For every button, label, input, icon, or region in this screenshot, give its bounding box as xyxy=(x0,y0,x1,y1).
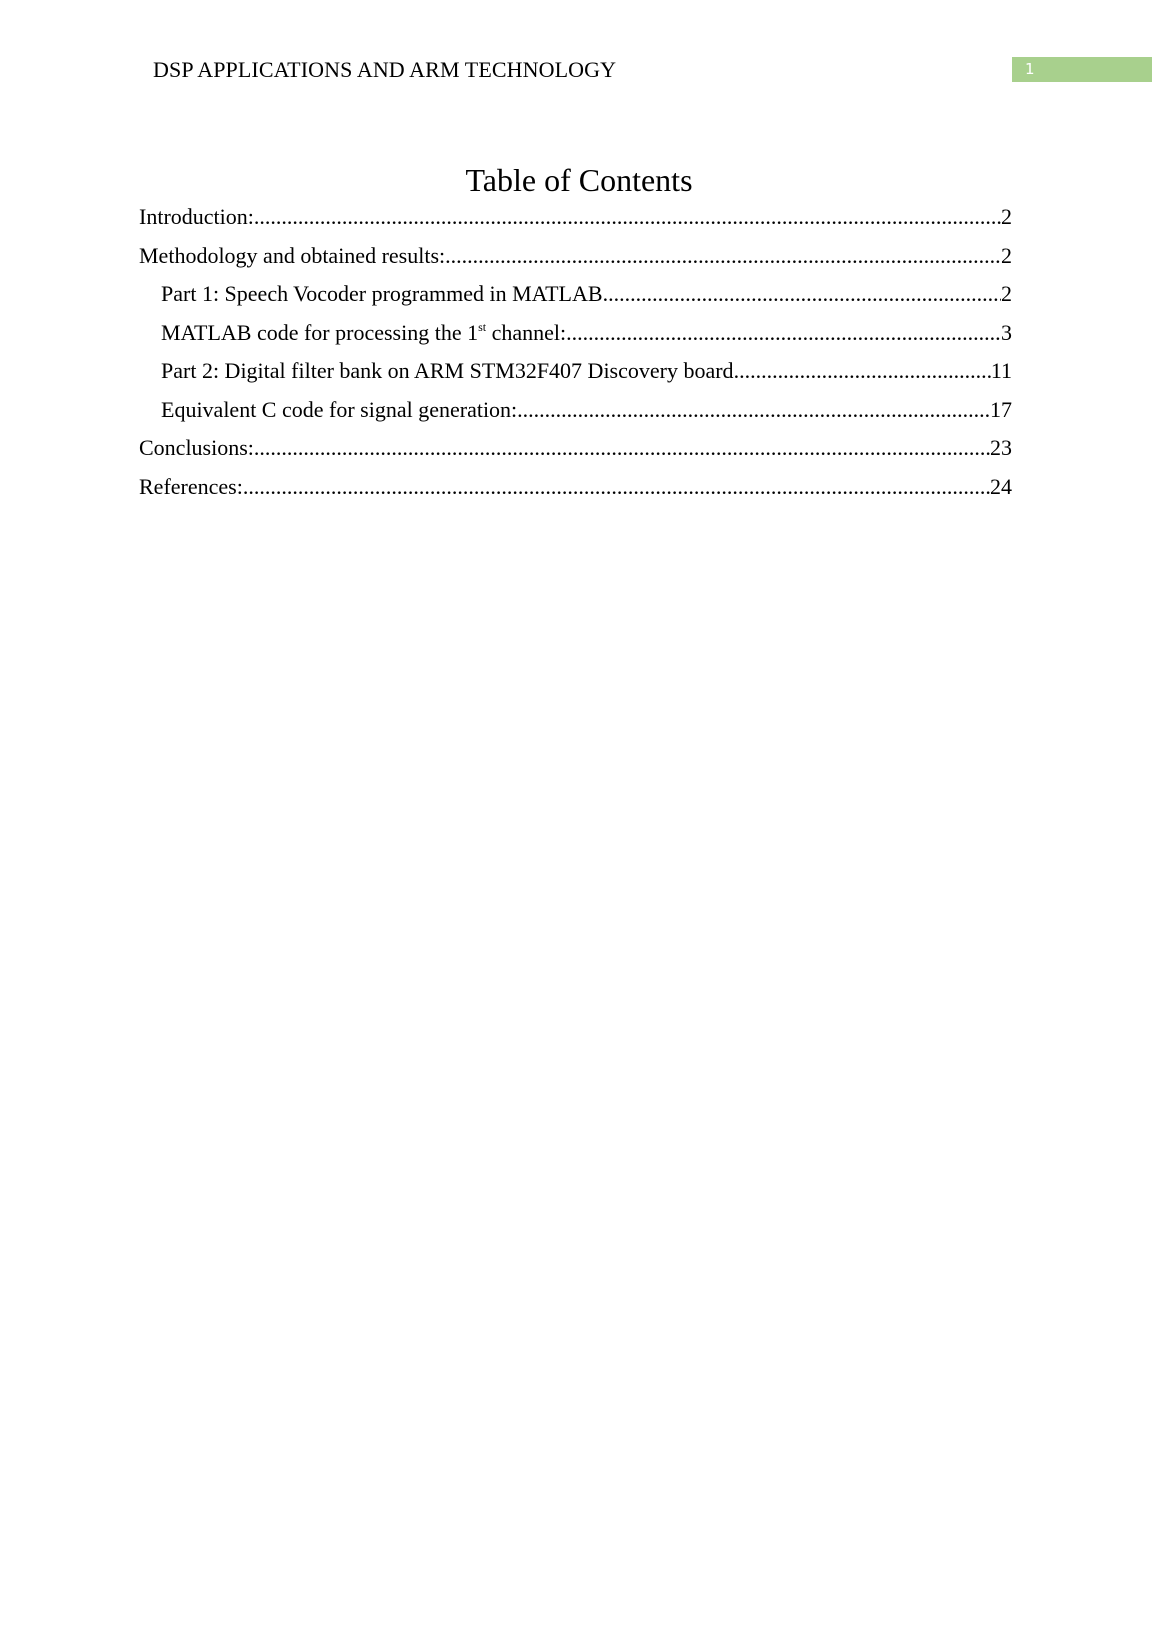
toc-entry-page: 3 xyxy=(1001,319,1012,345)
toc-entry-text xyxy=(161,314,566,353)
toc-dot-leader xyxy=(254,429,990,468)
table-of-contents xyxy=(139,198,1012,506)
toc-entry-text: Introduction: xyxy=(139,204,254,229)
toc-entry-text: Methodology and obtained results: xyxy=(139,242,446,268)
toc-entry-text: Conclusions: xyxy=(139,435,254,460)
toc-dot-leader xyxy=(254,198,1001,237)
toc-entry-text: Part 1: Speech Vocoder programmed in MATLAB xyxy=(161,281,603,306)
toc-entry-page: 17 xyxy=(990,396,1012,422)
toc-dot-leader xyxy=(603,275,1001,314)
toc-entry-text: Part 2: Digital filter bank on ARM STM32F407 Discovery board xyxy=(161,358,734,383)
toc-dot-leader xyxy=(517,391,990,430)
toc-entry-text-main: MATLAB code for processing the 1 xyxy=(161,319,479,345)
toc-entry-part-2[interactable] xyxy=(139,352,1012,391)
page-number-badge: 1 xyxy=(1012,57,1152,82)
toc-entry-part-1[interactable] xyxy=(139,275,1012,314)
toc-entry-introduction[interactable] xyxy=(139,198,1012,237)
toc-entry-text: References: xyxy=(139,473,243,499)
toc-entry-page: 11 xyxy=(990,358,1012,383)
toc-entry-references[interactable] xyxy=(139,468,1012,507)
toc-dot-leader xyxy=(243,468,990,507)
toc-entry-text-tail: channel: xyxy=(486,319,567,345)
toc-entry-c-code[interactable] xyxy=(139,391,1012,430)
toc-entry-page: 23 xyxy=(990,435,1012,460)
toc-dot-leader xyxy=(445,237,1001,276)
toc-entry-matlab-code[interactable] xyxy=(139,314,1012,353)
toc-entry-text: Equivalent C code for signal generation: xyxy=(161,396,518,422)
toc-entry-conclusions[interactable] xyxy=(139,429,1012,468)
toc-heading: Table of Contents xyxy=(465,162,693,198)
toc-entry-page: 24 xyxy=(990,473,1012,499)
toc-entry-page: 2 xyxy=(1001,204,1012,229)
toc-dot-leader xyxy=(734,352,991,391)
running-header-title: DSP APPLICATIONS AND ARM TECHNOLOGY xyxy=(153,57,617,82)
toc-entry-page: 2 xyxy=(1001,242,1012,268)
toc-entry-methodology[interactable] xyxy=(139,237,1012,276)
toc-dot-leader xyxy=(566,314,1001,353)
toc-entry-page: 2 xyxy=(1001,281,1012,306)
toc-entry-superscript: st xyxy=(478,319,487,334)
